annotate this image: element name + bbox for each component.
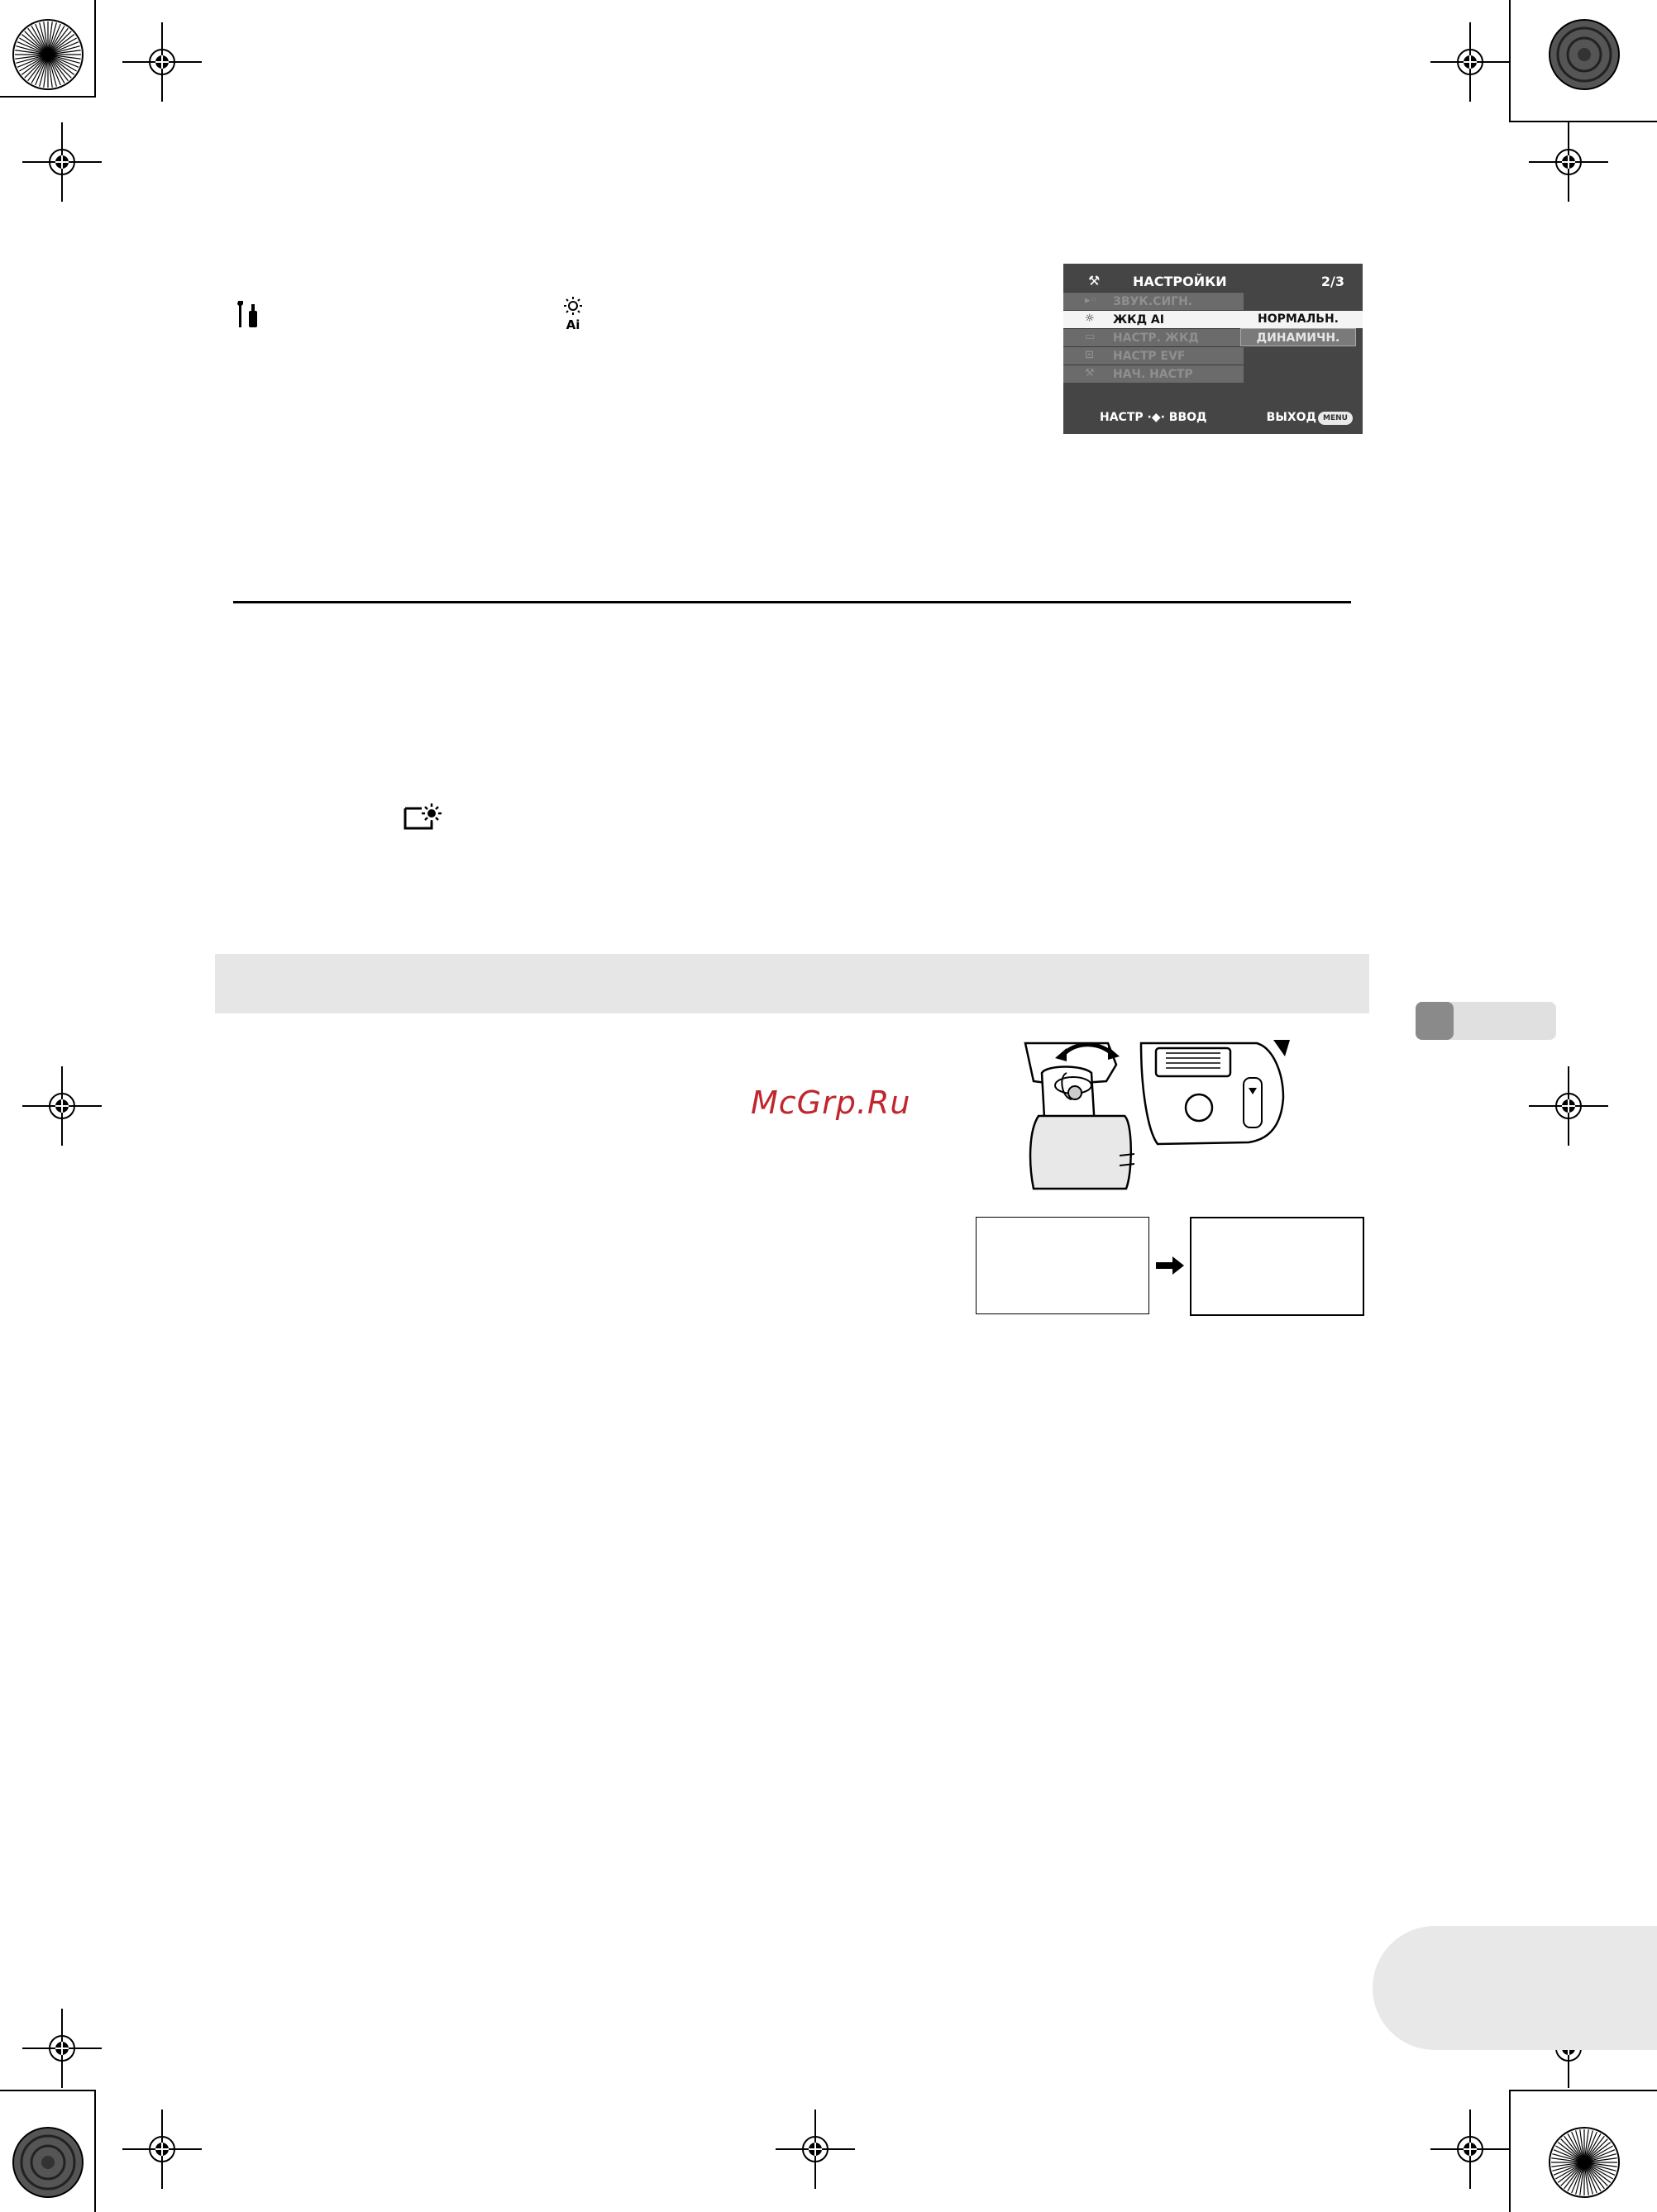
joystick-icon: ·◆·	[1147, 411, 1169, 424]
lcd-menu-footer	[1063, 409, 1363, 427]
lcd-menu-item[interactable]	[1063, 328, 1244, 346]
lcd-brightness-icon	[402, 803, 443, 832]
lcd-footer-enter-label: ВВОД	[1168, 411, 1207, 424]
lcd-menu-title: НАСТРОЙКИ	[1133, 274, 1227, 289]
settings-wrench-icon	[235, 299, 261, 329]
lcd-menu-item-label: НАСТР. ЖКД	[1113, 331, 1199, 345]
svg-text:Ai: Ai	[566, 317, 580, 331]
lcd-option-normal[interactable]: НОРМАЛЬН.	[1258, 312, 1339, 326]
crop-line	[1509, 2090, 1511, 2212]
evf-icon: ⊡	[1085, 349, 1094, 361]
settings-icon: ⚒	[1088, 273, 1101, 288]
crop-line	[0, 96, 96, 98]
lcd-menu-item-label: ЖКД AI	[1113, 313, 1164, 327]
arrow-right-icon	[1154, 1255, 1186, 1276]
sun-ai-icon: ☼	[1085, 312, 1095, 325]
lcd-menu-item-label: НАЧ. НАСТР	[1113, 368, 1193, 381]
crop-line	[94, 2090, 96, 2212]
chapter-side-tab-accent	[1416, 1002, 1454, 1040]
lcd-icon: ▭	[1085, 331, 1096, 343]
lcd-menu-item-label: ЗВУК.СИГН.	[1113, 295, 1193, 308]
lcd-option-dynamic[interactable]: ДИНАМИЧН.	[1240, 328, 1356, 346]
crop-line	[0, 2090, 96, 2091]
section-heading-bar	[215, 954, 1369, 1013]
lcd-footer-left	[1100, 411, 1207, 424]
corner-disc-icon	[12, 2126, 84, 2199]
lcd-footer-exit-label: ВЫХОД	[1266, 411, 1316, 424]
watermark-text: McGrp.Ru	[751, 1085, 911, 1121]
lcd-menu-page: 2/3	[1320, 274, 1344, 289]
settings-icon: ⚒	[1085, 367, 1095, 379]
corner-disc-icon	[1548, 18, 1621, 91]
menu-button-badge: MENU	[1318, 412, 1353, 425]
lcd-menu-screen	[1063, 264, 1363, 434]
lcd-menu-title-bar	[1063, 270, 1363, 292]
camcorder-illustration	[1009, 1040, 1306, 1190]
page-number-badge	[1373, 1926, 1657, 2050]
lcd-menu-item-label: НАСТР EVF	[1113, 350, 1186, 363]
before-screen-box	[976, 1217, 1149, 1314]
lcd-menu-item[interactable]	[1063, 292, 1244, 310]
speaker-icon: ▸◦	[1085, 294, 1097, 307]
after-screen-box	[1190, 1217, 1364, 1316]
corner-disc-icon	[1548, 2126, 1621, 2199]
lcd-menu-item[interactable]	[1063, 365, 1244, 383]
crop-line	[1509, 121, 1657, 122]
crop-line	[94, 0, 96, 98]
section-divider	[233, 601, 1351, 603]
sun-ai-icon	[561, 296, 585, 331]
corner-disc-icon	[12, 18, 84, 91]
lcd-footer-set-label: НАСТР	[1100, 411, 1144, 424]
lcd-menu-item[interactable]	[1063, 346, 1244, 365]
crop-line	[1509, 2090, 1657, 2091]
